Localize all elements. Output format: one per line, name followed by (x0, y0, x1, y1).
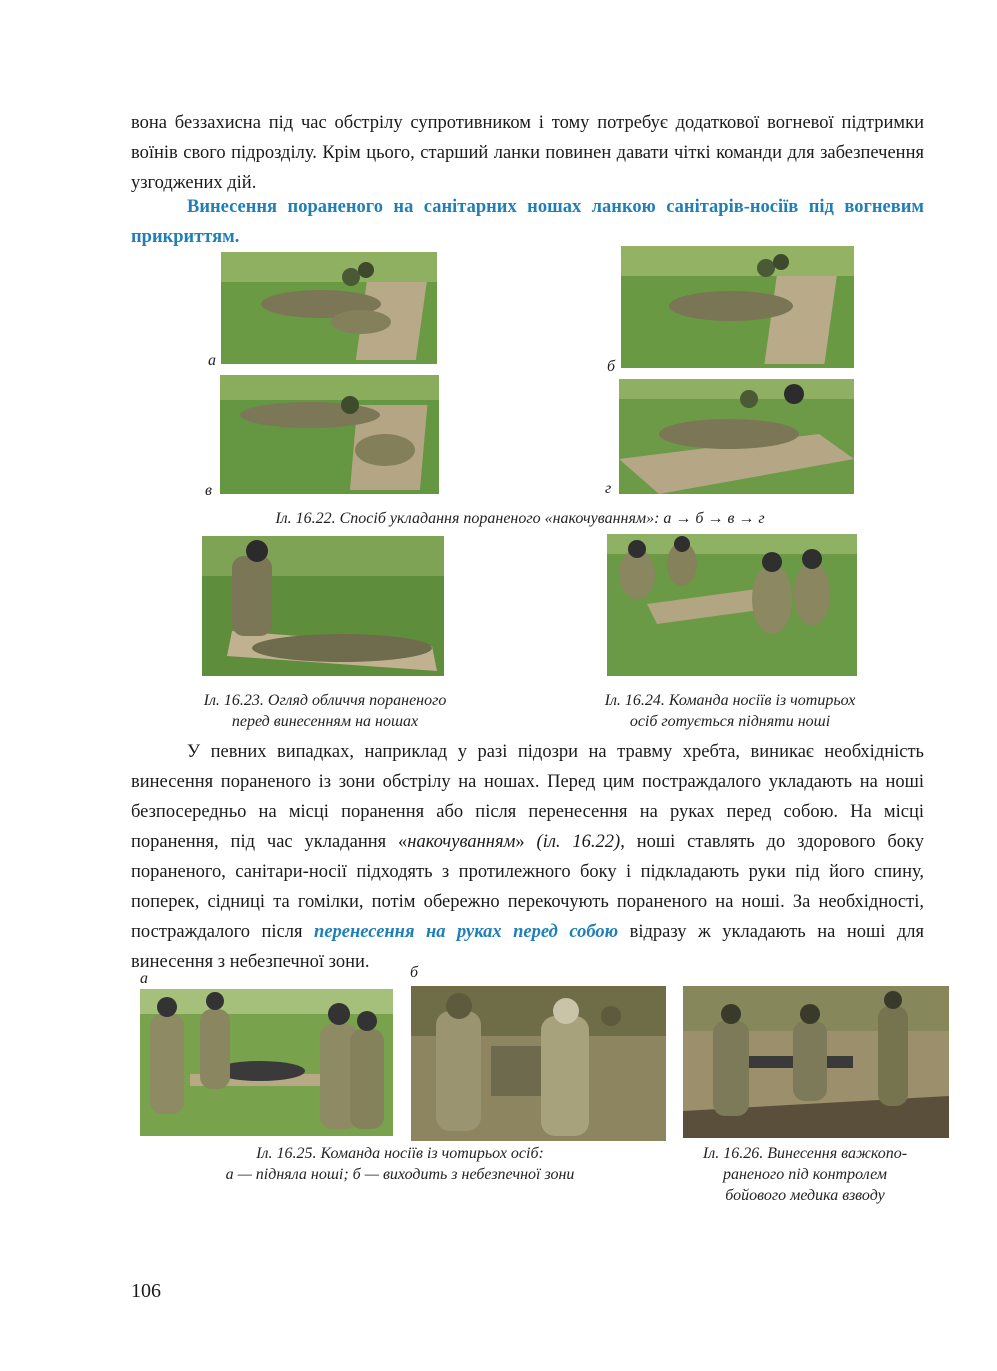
soldiers-stretcher-image (621, 246, 854, 368)
para2-figure-ref: (іл. 16.22) (536, 832, 621, 852)
photo-16-22-c (220, 375, 439, 494)
paragraph-intro: вона беззахисна під час обстрілу супротивником і тому потребує додаткової вогневої підтримки воїнів свого підрозділу. Крім цього, старший ланки повинен давати чіткі команди для забезпечення узгоджених дій. (131, 113, 924, 193)
label-16-22-a: а (208, 352, 216, 369)
label-16-25-a: а (140, 970, 148, 987)
soldiers-stretcher-image (221, 252, 437, 364)
photo-16-22-a (221, 252, 437, 364)
caption-16-26-line2: раненого під контролем (722, 1166, 887, 1183)
soldier-examining-wounded-image (202, 536, 444, 676)
photo-16-22-b (621, 246, 854, 368)
caption-16-25-line2: а — підняла ноші; б — виходить з небезпечної зони (225, 1166, 575, 1183)
caption-16-26-line3: бойового медика взводу (725, 1187, 885, 1204)
caption-16-23-line1: Іл. 16.23. Огляд обличчя пораненого (203, 692, 447, 709)
photo-16-26 (683, 986, 949, 1138)
photo-16-22-d (619, 379, 854, 494)
photo-16-25-a (140, 989, 393, 1136)
caption-16-23 (170, 690, 480, 732)
caption-16-23-line2: перед винесенням на ношах (231, 713, 419, 730)
paragraph-main (131, 737, 924, 977)
para2-italic-term: накочуванням (407, 832, 516, 852)
para2-text-b: » (515, 832, 537, 852)
section-heading: Винесення пораненого на санітарних ношах ланкою санітарів-носіїв під вогневим прикриттям. (131, 197, 924, 247)
para2-text-a: У певних випадках, наприклад у разі підозри на травму хребта, виникає необхідність винесення пораненого із зони обстрілу на ношах. Перед цим постраждалого укладають на ноші безпосередньо на місці поранення або після перенесення на руках перед собою. На місці поранення, під час укладання « (131, 742, 924, 852)
label-16-22-d: г (605, 480, 612, 497)
caption-16-24-line2: осіб готується підняти ноші (629, 713, 831, 730)
team-lifted-stretcher-image (140, 989, 393, 1136)
caption-16-26 (680, 1143, 930, 1206)
soldiers-stretcher-image (619, 379, 854, 494)
page-number: 106 (131, 1280, 161, 1302)
caption-16-22: Іл. 16.22. Спосіб укладання пораненого «накочуванням»: а → б → в → г (275, 510, 765, 527)
caption-16-25-line1: Іл. 16.25. Команда носіїв із чотирьох осіб: (256, 1145, 544, 1162)
caption-16-25 (190, 1143, 610, 1185)
caption-16-26-line1: Іл. 16.26. Винесення важкопо- (702, 1145, 908, 1162)
team-exiting-zone-image (411, 986, 666, 1141)
label-16-25-b: б (410, 964, 419, 981)
caption-16-24-line1: Іл. 16.24. Команда носіїв із чотирьох (604, 692, 856, 709)
label-16-22-c: в (205, 482, 212, 499)
para2-text-d: відразу ж укладають на ноші для винесення з небезпечної зони. (131, 922, 925, 972)
caption-16-24 (575, 690, 885, 732)
label-16-22-b: б (607, 358, 616, 375)
photo-16-23 (202, 536, 444, 676)
team-preparing-stretcher-image (607, 534, 857, 676)
evacuation-with-medic-image (683, 986, 949, 1138)
photo-16-24 (607, 534, 857, 676)
para2-link-carry[interactable]: перенесення на руках перед собою (314, 922, 619, 942)
photo-16-25-b (411, 986, 666, 1141)
soldiers-stretcher-image (220, 375, 439, 494)
para2-text-c: , ноші ставлять до здорового боку пораненого, санітари-носії підходять з протилежного боку і підкладають руки під його спину, поперек, сідниці та гомілки, потім обережно перекочують пораненого на ноші. За необхідності, постраждалого після (131, 832, 925, 942)
